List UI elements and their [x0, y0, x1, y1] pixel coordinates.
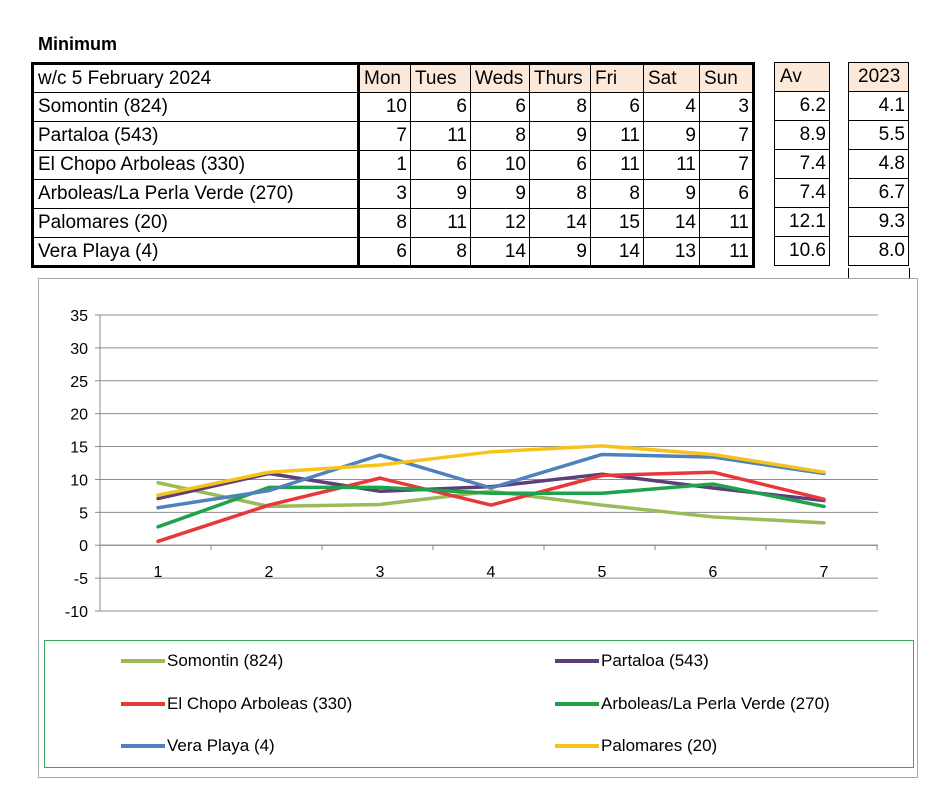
y-tick-label: 30 [70, 340, 88, 358]
day-header: Sun [700, 64, 754, 93]
day-value-cell: 7 [700, 151, 754, 180]
legend-label: Somontin (824) [167, 651, 284, 670]
legend-swatch [121, 744, 165, 748]
year-2023-value-cell: 6.7 [849, 179, 909, 208]
legend-swatch [555, 659, 599, 663]
day-value-cell: 13 [644, 238, 700, 267]
year-2023-value-cell: 4.8 [849, 150, 909, 179]
station-name: Partaloa (543) [33, 122, 359, 151]
station-name: Vera Playa (4) [33, 238, 359, 267]
day-value-cell: 15 [591, 209, 644, 238]
day-value-cell: 11 [591, 122, 644, 151]
day-value-cell: 1 [359, 151, 411, 180]
year-2023-value-cell: 5.5 [849, 121, 909, 150]
year-2023-header: 2023 [849, 63, 909, 92]
year-2023-value-cell: 4.1 [849, 92, 909, 121]
average-value-cell: 7.4 [775, 150, 830, 179]
day-value-cell: 10 [359, 93, 411, 122]
day-value-cell: 3 [359, 180, 411, 209]
day-value-cell: 6 [530, 151, 591, 180]
legend-swatch [121, 702, 165, 706]
series-line [158, 472, 824, 541]
legend-item [555, 694, 830, 714]
day-value-cell: 3 [700, 93, 754, 122]
legend-label: El Chopo Arboleas (330) [167, 694, 353, 713]
week-label: w/c 5 February 2024 [33, 64, 359, 93]
year-2023-value-cell: 9.3 [849, 208, 909, 237]
x-tick-label: 5 [597, 564, 607, 582]
day-value-cell: 7 [700, 122, 754, 151]
day-value-cell: 11 [411, 209, 471, 238]
day-value-cell: 9 [411, 180, 471, 209]
station-name: Arboleas/La Perla Verde (270) [33, 180, 359, 209]
day-value-cell: 11 [700, 209, 754, 238]
y-tick-label: 15 [70, 439, 88, 457]
average-value-cell: 8.9 [775, 121, 830, 150]
day-value-cell: 8 [530, 93, 591, 122]
legend-item [121, 651, 283, 671]
day-value-cell: 12 [471, 209, 530, 238]
station-name: Palomares (20) [33, 209, 359, 238]
day-value-cell: 6 [411, 151, 471, 180]
day-value-cell: 6 [591, 93, 644, 122]
day-header: Thurs [530, 64, 591, 93]
x-tick-label: 1 [153, 564, 163, 582]
y-tick-label: 5 [79, 505, 88, 523]
legend-swatch [121, 659, 165, 663]
day-value-cell: 8 [471, 122, 530, 151]
day-value-cell: 10 [471, 151, 530, 180]
day-value-cell: 11 [411, 122, 471, 151]
day-value-cell: 11 [591, 151, 644, 180]
av-header: Av [775, 63, 830, 92]
day-header: Fri [591, 64, 644, 93]
y-tick-label: -5 [73, 571, 88, 589]
y-tick-label: 0 [79, 538, 88, 556]
day-value-cell: 6 [359, 238, 411, 267]
legend-item [121, 694, 352, 714]
day-header: Mon [359, 64, 411, 93]
day-value-cell: 8 [530, 180, 591, 209]
day-value-cell: 6 [700, 180, 754, 209]
day-header: Weds [471, 64, 530, 93]
y-tick-label: -10 [64, 604, 88, 621]
day-value-cell: 6 [471, 93, 530, 122]
day-value-cell: 9 [471, 180, 530, 209]
day-value-cell: 7 [359, 122, 411, 151]
station-name: El Chopo Arboleas (330) [33, 151, 359, 180]
day-value-cell: 9 [530, 122, 591, 151]
y-tick-label: 35 [70, 308, 88, 325]
average-value-cell: 7.4 [775, 179, 830, 208]
day-value-cell: 8 [359, 209, 411, 238]
day-value-cell: 14 [530, 209, 591, 238]
legend-label: Partaloa (543) [601, 651, 709, 670]
day-value-cell: 8 [411, 238, 471, 267]
legend-item [121, 736, 275, 756]
year-2023-value-cell: 8.0 [849, 237, 909, 266]
day-value-cell: 6 [411, 93, 471, 122]
series-line [158, 454, 824, 507]
x-tick-label: 6 [708, 564, 718, 582]
legend-label: Arboleas/La Perla Verde (270) [601, 694, 830, 713]
y-tick-label: 25 [70, 373, 88, 391]
x-tick-label: 4 [486, 564, 496, 582]
day-value-cell: 9 [644, 180, 700, 209]
day-header: Sat [644, 64, 700, 93]
day-value-cell: 9 [644, 122, 700, 151]
x-tick-label: 7 [819, 564, 829, 582]
legend-item [555, 736, 717, 756]
y-tick-label: 20 [70, 406, 88, 424]
average-value-cell: 10.6 [775, 237, 830, 266]
x-tick-label: 3 [375, 564, 385, 582]
day-value-cell: 14 [644, 209, 700, 238]
legend-label: Vera Playa (4) [167, 736, 275, 755]
average-value-cell: 6.2 [775, 92, 830, 121]
day-value-cell: 14 [591, 238, 644, 267]
day-value-cell: 8 [591, 180, 644, 209]
chart-legend [44, 640, 914, 768]
station-name: Somontin (824) [33, 93, 359, 122]
day-value-cell: 11 [644, 151, 700, 180]
legend-item [555, 651, 709, 671]
average-value-cell: 12.1 [775, 208, 830, 237]
legend-label: Palomares (20) [601, 736, 718, 755]
day-header: Tues [411, 64, 471, 93]
day-value-cell: 11 [700, 238, 754, 267]
table-title: Minimum [38, 34, 117, 54]
day-value-cell: 9 [530, 238, 591, 267]
day-value-cell: 4 [644, 93, 700, 122]
legend-swatch [555, 702, 599, 706]
day-value-cell: 14 [471, 238, 530, 267]
x-tick-label: 2 [264, 564, 274, 582]
legend-swatch [555, 744, 599, 748]
y-tick-label: 10 [70, 472, 88, 490]
